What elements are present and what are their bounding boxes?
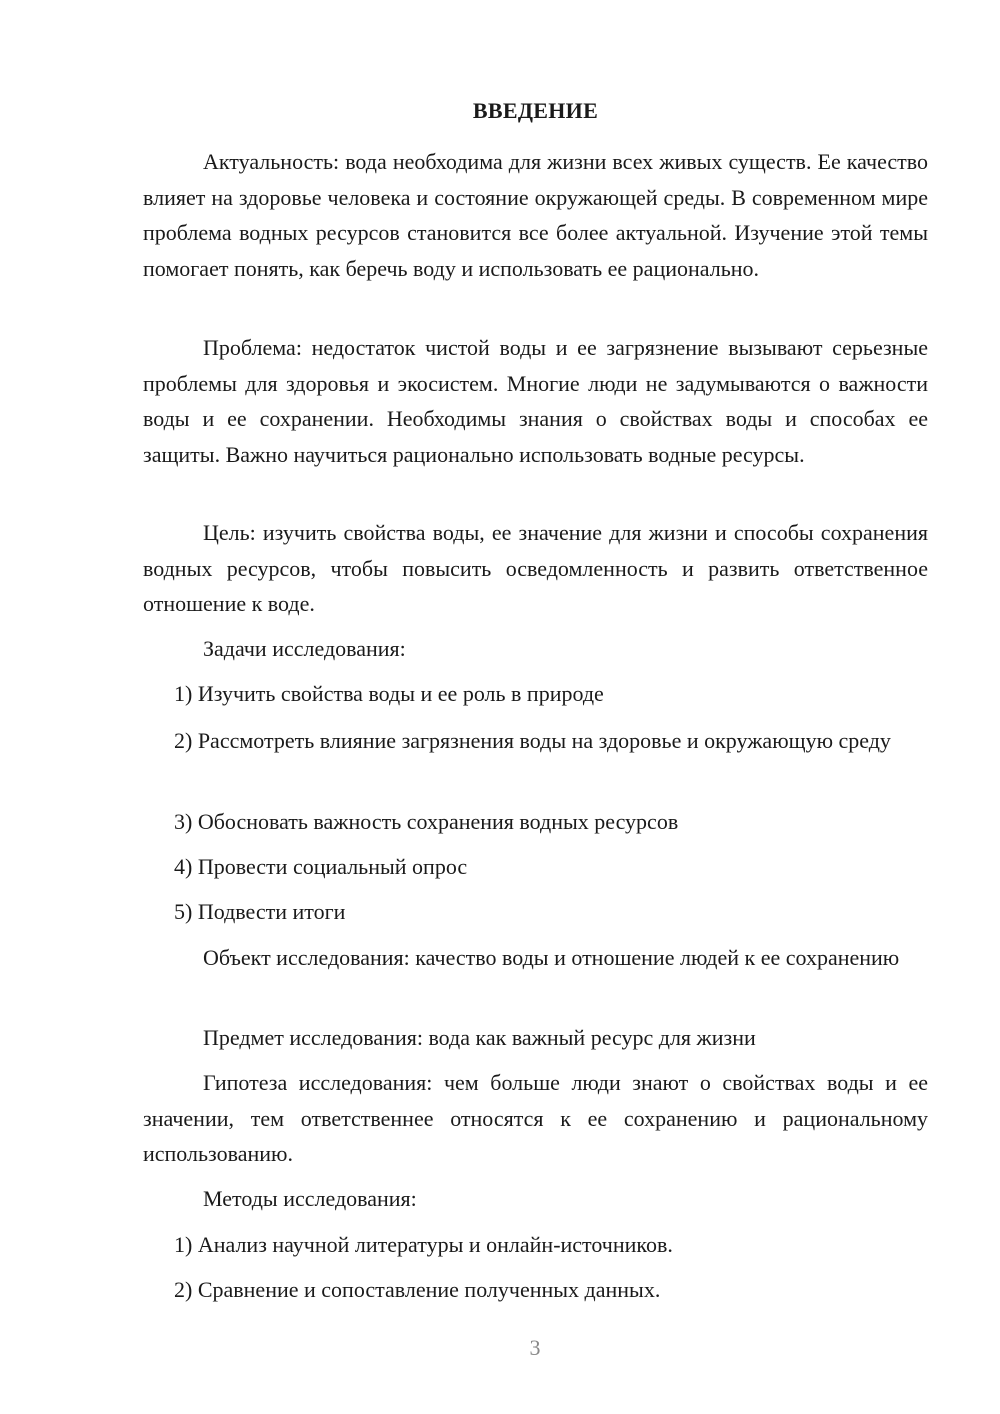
paragraph-problem: Проблема: недостаток чистой воды и ее загрязнение вызывают серьезные проблемы для здоровья и экосистем. Многие люди не задумываются о важности воды и ее сохранении. Необходимы знания о свойствах воды и способах ее защиты. Важно научиться рационально использовать водные ресурсы. bbox=[143, 335, 928, 467]
paragraph-relevance: Актуальность: вода необходима для жизни всех живых существ. Ее качество влияет на здоровье человека и состояние окружающей среды. В современном мире проблема водных ресурсов становится все более актуальной. Изучение этой темы помогает понять, как беречь воду и использовать ее рационально. bbox=[143, 149, 928, 281]
page-number: 3 bbox=[529, 1335, 541, 1360]
task-item-5: 5) Подвести итоги bbox=[174, 899, 346, 924]
task-item-1: 1) Изучить свойства воды и ее роль в природе bbox=[174, 681, 604, 706]
task-item-4: 4) Провести социальный опрос bbox=[174, 854, 468, 879]
paragraph-subject: Предмет исследования: вода как важный ресурс для жизни bbox=[203, 1025, 756, 1050]
task-item-2: 2) Рассмотреть влияние загрязнения воды на здоровье и окружающую среду bbox=[174, 728, 891, 753]
method-item-2: 2) Сравнение и сопоставление полученных данных. bbox=[174, 1277, 661, 1302]
method-item-1: 1) Анализ научной литературы и онлайн-источников. bbox=[174, 1232, 673, 1257]
page-title: ВВЕДЕНИЕ bbox=[472, 98, 599, 123]
paragraph-hypothesis: Гипотеза исследования: чем больше люди знают о свойствах воды и ее значении, тем ответственнее относятся к ее сохранению и рациональному использованию. bbox=[143, 1070, 928, 1166]
tasks-title: Задачи исследования: bbox=[203, 636, 406, 661]
paragraph-object: Объект исследования: качество воды и отношение людей к ее сохранению bbox=[203, 945, 900, 970]
methods-title: Методы исследования: bbox=[203, 1186, 417, 1211]
task-item-3: 3) Обосновать важность сохранения водных ресурсов bbox=[174, 809, 679, 834]
paragraph-goal: Цель: изучить свойства воды, ее значение для жизни и способы сохранения водных ресурсов, чтобы повысить осведомленность и развить ответственное отношение к воде. bbox=[143, 520, 928, 616]
